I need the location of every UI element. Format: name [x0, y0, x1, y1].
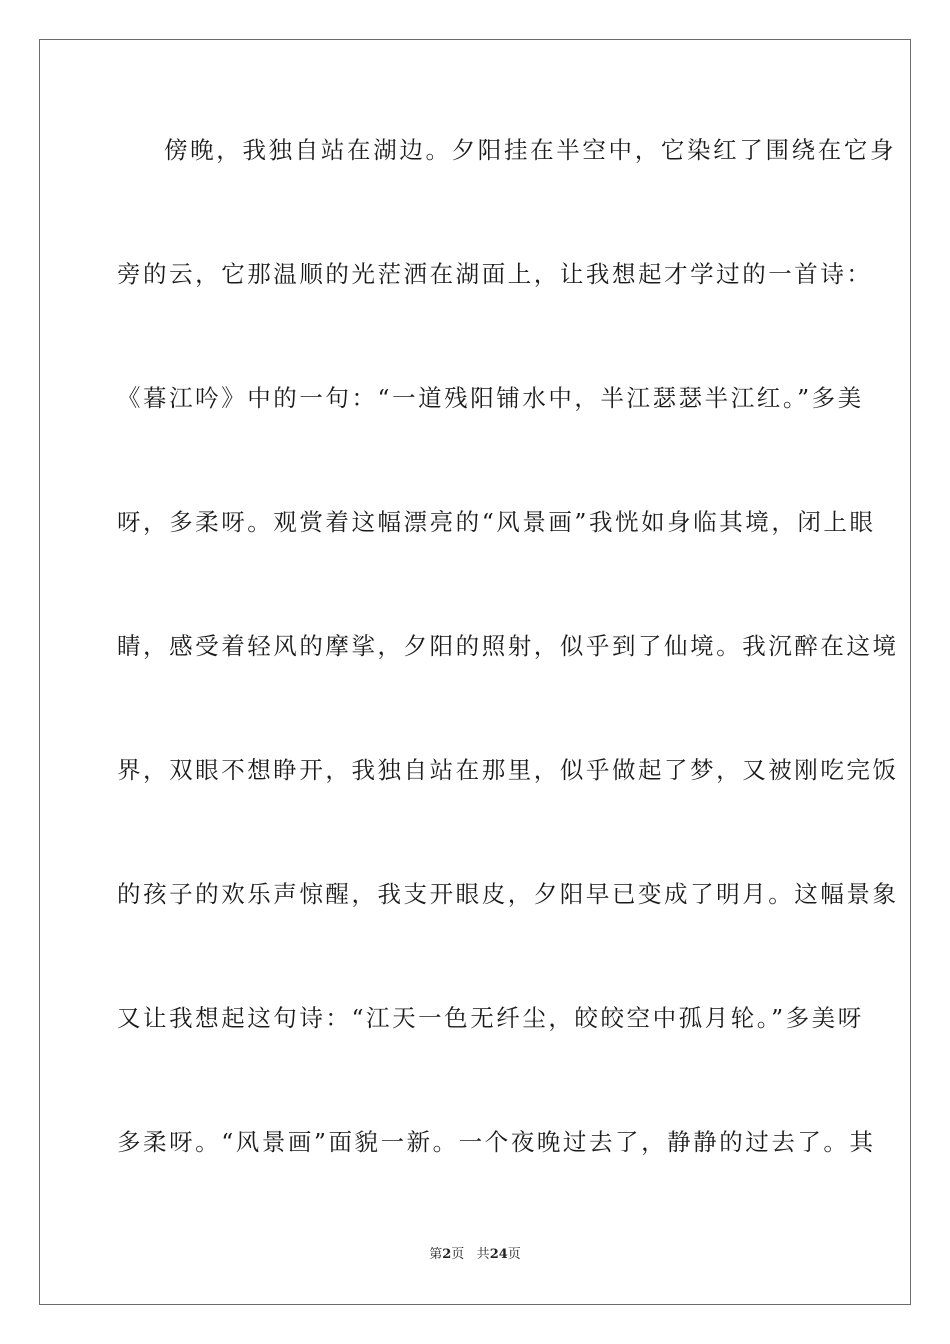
text-line: 旁的云，它那温顺的光茫洒在湖面上，让我想起才学过的一首诗： [117, 260, 873, 288]
total-suffix: 页 [507, 1247, 521, 1262]
body-text [117, 122, 899, 1238]
text-line: 《暮江吟》中的一句：“一道残阳铺水中，半江瑟瑟半江红。”多美 [117, 384, 864, 412]
page-prefix: 第 [429, 1247, 443, 1262]
text-line: 的孩子的欢乐声惊醒，我支开眼皮，夕阳早已变成了明月。这幅景象 [117, 880, 899, 908]
total-prefix: 共 [476, 1247, 490, 1262]
page-number: 2 [442, 1247, 452, 1262]
page-suffix: 页 [451, 1247, 465, 1262]
text-line: 又让我想起这句诗：“江天一色无纤尘，皎皎空中孤月轮。”多美呀 [117, 1004, 864, 1032]
text-line: 傍晚，我独自站在湖边。夕阳挂在半空中，它染红了围绕在它身 [164, 136, 897, 164]
text-line: 睛，感受着轻风的摩挲，夕阳的照射，似乎到了仙境。我沉醉在这境 [117, 632, 899, 660]
text-line: 呀，多柔呀。观赏着这幅漂亮的“风景画”我恍如身临其境，闭上眼 [117, 508, 876, 536]
total-pages: 24 [489, 1247, 508, 1262]
page-footer [0, 1245, 950, 1265]
text-line: 多柔呀。“风景画”面貌一新。一个夜晚过去了，静静的过去了。其 [117, 1128, 876, 1156]
text-line: 界，双眼不想睁开，我独自站在那里，似乎做起了梦，又被刚吃完饭 [117, 756, 899, 784]
